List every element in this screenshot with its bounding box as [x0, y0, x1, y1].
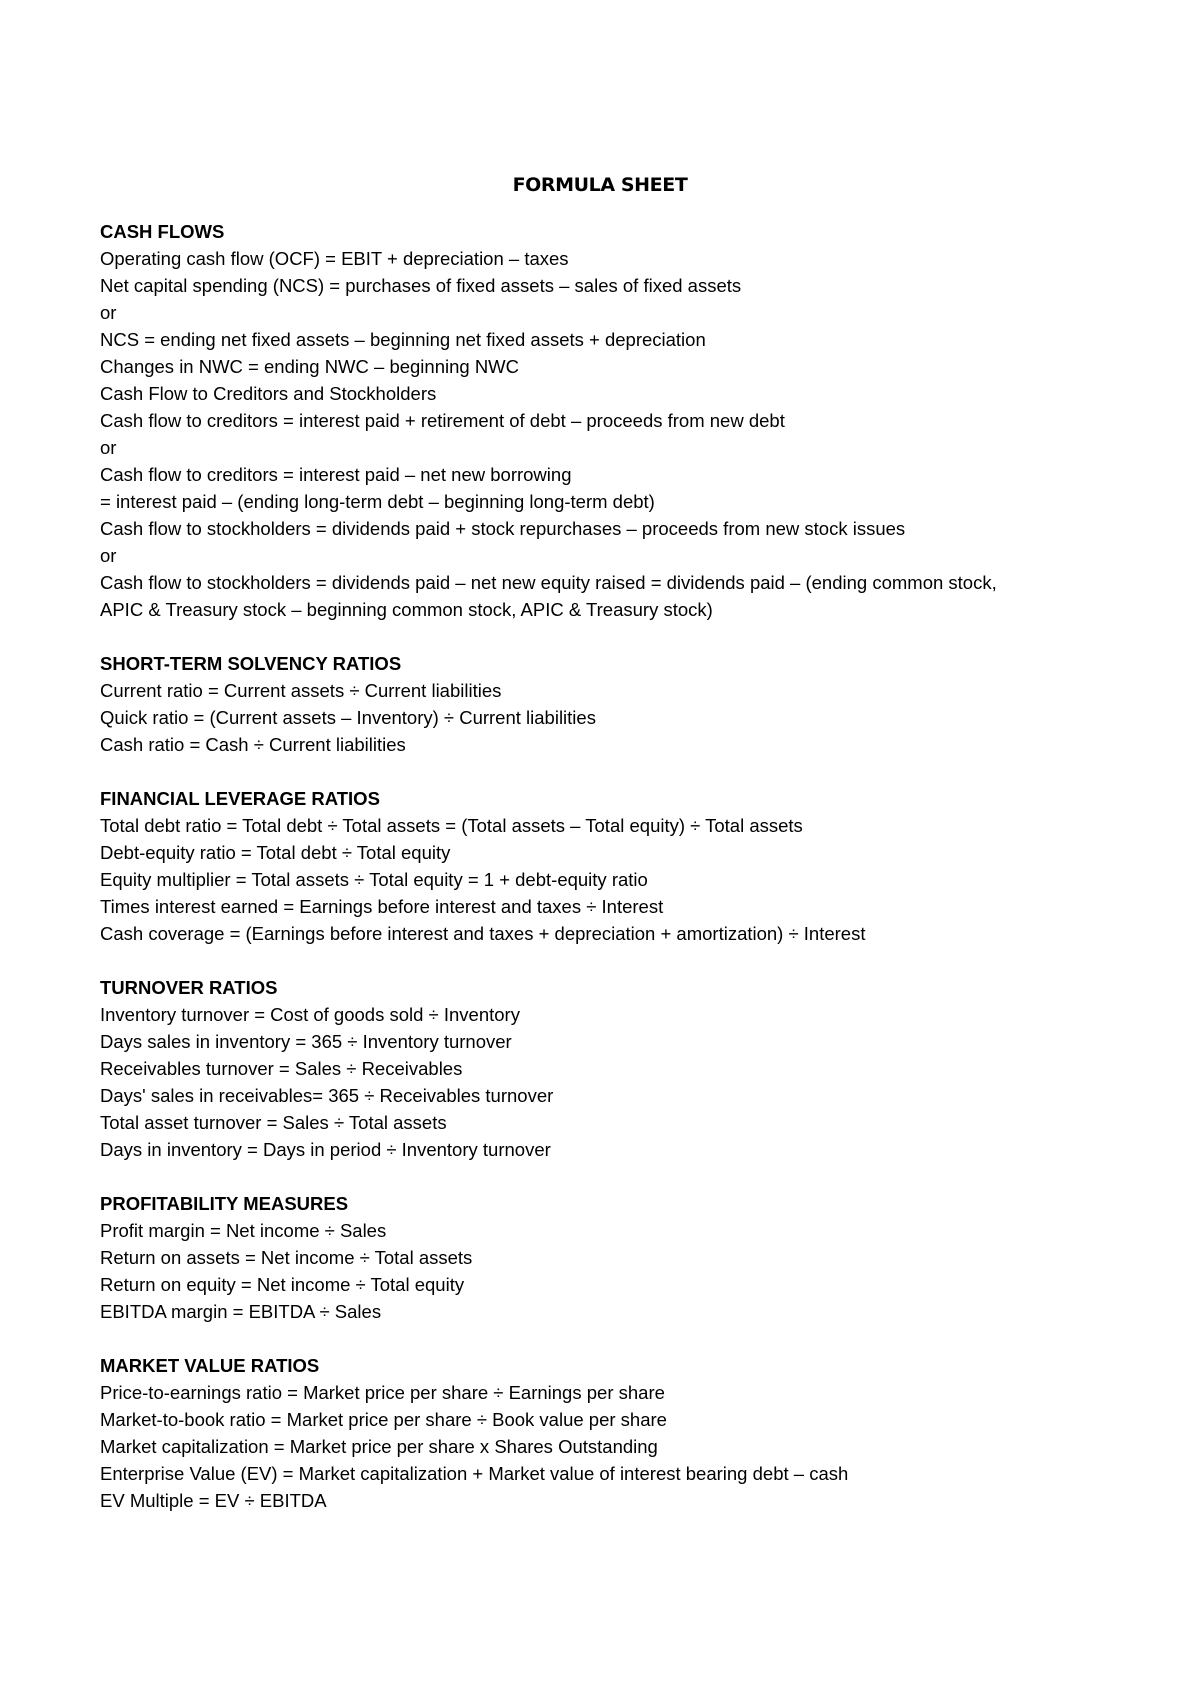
section-heading: TURNOVER RATIOS — [100, 977, 278, 998]
formula-line: Equity multiplier = Total assets ÷ Total equity = 1 + debt-equity ratio — [100, 869, 648, 890]
formula-line: EV Multiple = EV ÷ EBITDA — [100, 1490, 327, 1511]
section-heading: MARKET VALUE RATIOS — [100, 1355, 320, 1376]
formula-line: Quick ratio = (Current assets – Inventory) ÷ Current liabilities — [100, 707, 596, 728]
formula-line: EBITDA margin = EBITDA ÷ Sales — [100, 1301, 382, 1322]
formula-line: Cash flow to stockholders = dividends paid + stock repurchases – proceeds from new stock issues — [100, 518, 906, 539]
section-heading: SHORT-TERM SOLVENCY RATIOS — [100, 653, 402, 674]
section-short-term-solvency-ratios — [100, 650, 1160, 758]
formula-line: Cash ratio = Cash ÷ Current liabilities — [100, 734, 406, 755]
formula-line: Inventory turnover = Cost of goods sold ÷ Inventory — [100, 1004, 520, 1025]
formula-line: Debt-equity ratio = Total debt ÷ Total equity — [100, 842, 451, 863]
formula-line: Market capitalization = Market price per share x Shares Outstanding — [100, 1436, 658, 1457]
formula-line: Total asset turnover = Sales ÷ Total assets — [100, 1112, 447, 1133]
formula-line: Days' sales in receivables= 365 ÷ Receivables turnover — [100, 1085, 554, 1106]
formula-line: Enterprise Value (EV) = Market capitalization + Market value of interest bearing debt – cash — [100, 1463, 849, 1484]
formula-line: Return on equity = Net income ÷ Total equity — [100, 1274, 465, 1295]
section-heading: FINANCIAL LEVERAGE RATIOS — [100, 788, 380, 809]
formula-line: Price-to-earnings ratio = Market price per share ÷ Earnings per share — [100, 1382, 665, 1403]
formula-line: = interest paid – (ending long-term debt – beginning long-term debt) — [100, 491, 655, 512]
section-cash-flows — [100, 218, 1160, 623]
formula-line: Cash flow to creditors = interest paid – net new borrowing — [100, 464, 572, 485]
formula-line: NCS = ending net fixed assets – beginning net fixed assets + depreciation — [100, 329, 706, 350]
section-financial-leverage-ratios — [100, 785, 1160, 947]
section-heading: PROFITABILITY MEASURES — [100, 1193, 349, 1214]
section-heading: CASH FLOWS — [100, 221, 225, 242]
formula-line: Cash flow to stockholders = dividends paid – net new equity raised = dividends paid – (ending common stock, — [100, 572, 997, 593]
section-market-value-ratios — [100, 1352, 1160, 1514]
formula-line: Current ratio = Current assets ÷ Current liabilities — [100, 680, 502, 701]
formula-line: Return on assets = Net income ÷ Total assets — [100, 1247, 473, 1268]
formula-line: Net capital spending (NCS) = purchases of fixed assets – sales of fixed assets — [100, 275, 742, 296]
formula-line: Operating cash flow (OCF) = EBIT + depreciation – taxes — [100, 248, 569, 269]
formula-line: Cash coverage = (Earnings before interest and taxes + depreciation + amortization) ÷ Interest — [100, 923, 866, 944]
formula-line: or — [100, 437, 117, 458]
page-title: FORMULA SHEET — [512, 174, 688, 196]
formula-line: or — [100, 545, 117, 566]
formula-line: Receivables turnover = Sales ÷ Receivables — [100, 1058, 463, 1079]
formula-line: Cash Flow to Creditors and Stockholders — [100, 383, 437, 404]
formula-line: Changes in NWC = ending NWC – beginning NWC — [100, 356, 520, 377]
formula-line: Times interest earned = Earnings before interest and taxes ÷ Interest — [100, 896, 664, 917]
formula-line: Days in inventory = Days in period ÷ Inventory turnover — [100, 1139, 551, 1160]
formula-line: Days sales in inventory = 365 ÷ Inventory turnover — [100, 1031, 512, 1052]
formula-line: or — [100, 302, 117, 323]
formula-line: Market-to-book ratio = Market price per share ÷ Book value per share — [100, 1409, 667, 1430]
formula-line: APIC & Treasury stock – beginning common stock, APIC & Treasury stock) — [100, 599, 713, 620]
section-profitability-measures — [100, 1190, 1160, 1325]
formula-line: Total debt ratio = Total debt ÷ Total assets = (Total assets – Total equity) ÷ Total assets — [100, 815, 803, 836]
formula-line: Profit margin = Net income ÷ Sales — [100, 1220, 387, 1241]
document-body — [100, 218, 1160, 1514]
section-turnover-ratios — [100, 974, 1160, 1163]
formula-line: Cash flow to creditors = interest paid + retirement of debt – proceeds from new debt — [100, 410, 785, 431]
